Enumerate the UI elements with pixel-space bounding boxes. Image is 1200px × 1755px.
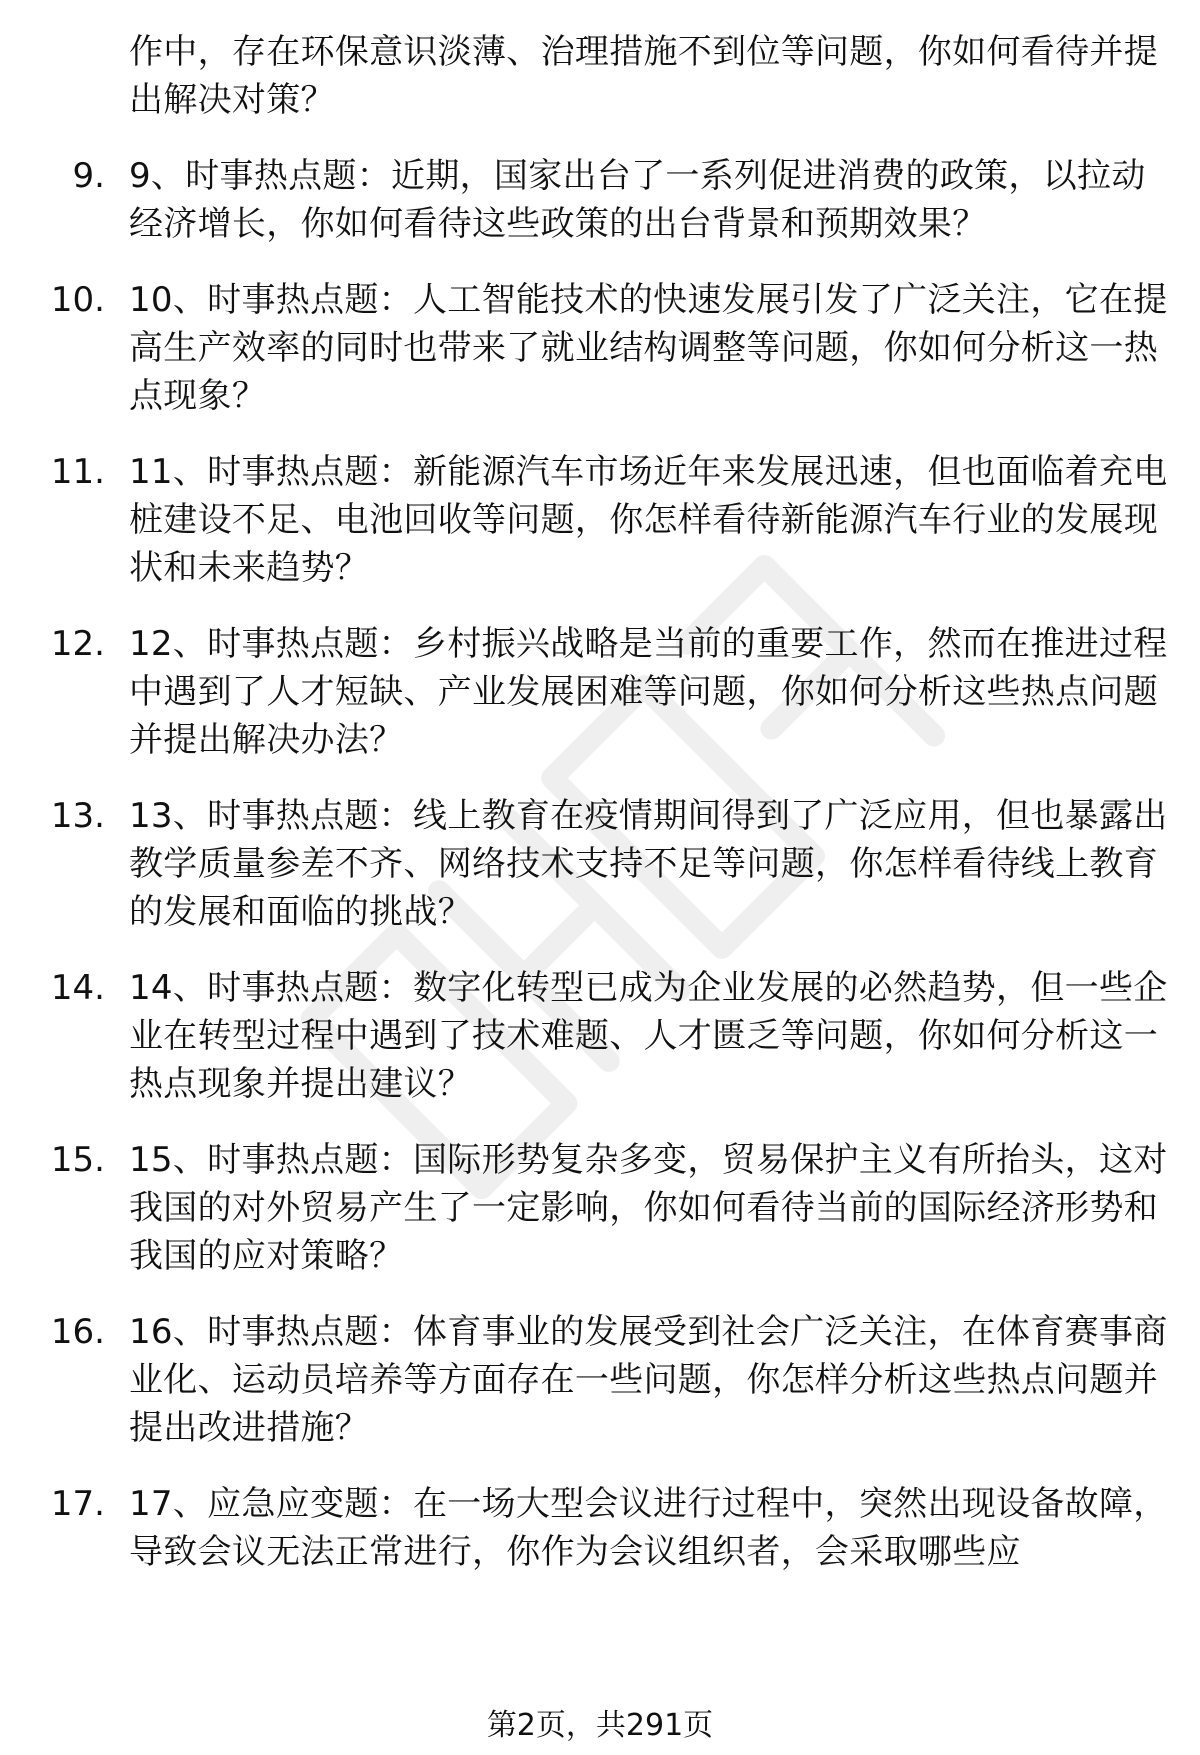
question-text: 11、时事热点题：新能源汽车市场近年来发展迅速，但也面临着充电桩建设不足、电池回收等问题，你怎样看待新能源汽车行业的发展现状和未来趋势？: [129, 452, 1168, 588]
list-item: [0, 448, 1200, 592]
continued-question-text: 作中，存在环保意识淡薄、治理措施不到位等问题，你如何看待并提出解决对策？: [129, 32, 1158, 120]
item-number: 11.: [50, 452, 105, 492]
question-text: 9、时事热点题：近期，国家出台了一系列促进消费的政策，以拉动经济增长，你如何看待这些政策的出台背景和预期效果？: [129, 156, 1146, 244]
list-item: [0, 1308, 1200, 1452]
list-item-continued: [0, 28, 1200, 124]
item-number: 13.: [50, 796, 105, 836]
question-text: 15、时事热点题：国际形势复杂多变，贸易保护主义有所抬头，这对我国的对外贸易产生了一定影响，你如何看待当前的国际经济形势和我国的应对策略？: [129, 1140, 1168, 1276]
question-text: 10、时事热点题：人工智能技术的快速发展引发了广泛关注，它在提高生产效率的同时也带来了就业结构调整等问题，你如何分析这一热点现象？: [129, 280, 1168, 416]
item-number: 14.: [50, 968, 105, 1008]
question-text: 17、应急应变题：在一场大型会议进行过程中，突然出现设备故障，导致会议无法正常进行，你作为会议组织者，会采取哪些应: [129, 1484, 1168, 1572]
list-item: [0, 964, 1200, 1108]
item-number: 16.: [50, 1312, 105, 1352]
list-item: [0, 1136, 1200, 1280]
item-number: 17.: [50, 1484, 105, 1524]
list-item: [0, 1480, 1200, 1576]
question-list: [0, 28, 1200, 1576]
question-text: 16、时事热点题：体育事业的发展受到社会广泛关注，在体育赛事商业化、运动员培养等方面存在一些问题，你怎样分析这些热点问题并提出改进措施？: [129, 1312, 1168, 1448]
list-item: [0, 620, 1200, 764]
item-number: 15.: [50, 1140, 105, 1180]
page-footer: 第2页，共291页: [486, 1708, 714, 1743]
item-number: 10.: [50, 280, 105, 320]
question-text: 12、时事热点题：乡村振兴战略是当前的重要工作，然而在推进过程中遇到了人才短缺、产业发展困难等问题，你如何分析这些热点问题并提出解决办法？: [129, 624, 1168, 760]
list-item: [0, 792, 1200, 936]
question-text: 14、时事热点题：数字化转型已成为企业发展的必然趋势，但一些企业在转型过程中遇到了技术难题、人才匮乏等问题，你如何分析这一热点现象并提出建议？: [129, 968, 1168, 1104]
item-number: 9.: [72, 156, 105, 196]
list-item: [0, 276, 1200, 420]
list-item: [0, 152, 1200, 248]
item-number: 12.: [50, 624, 105, 664]
question-text: 13、时事热点题：线上教育在疫情期间得到了广泛应用，但也暴露出教学质量参差不齐、网络技术支持不足等问题，你怎样看待线上教育的发展和面临的挑战？: [129, 796, 1168, 932]
